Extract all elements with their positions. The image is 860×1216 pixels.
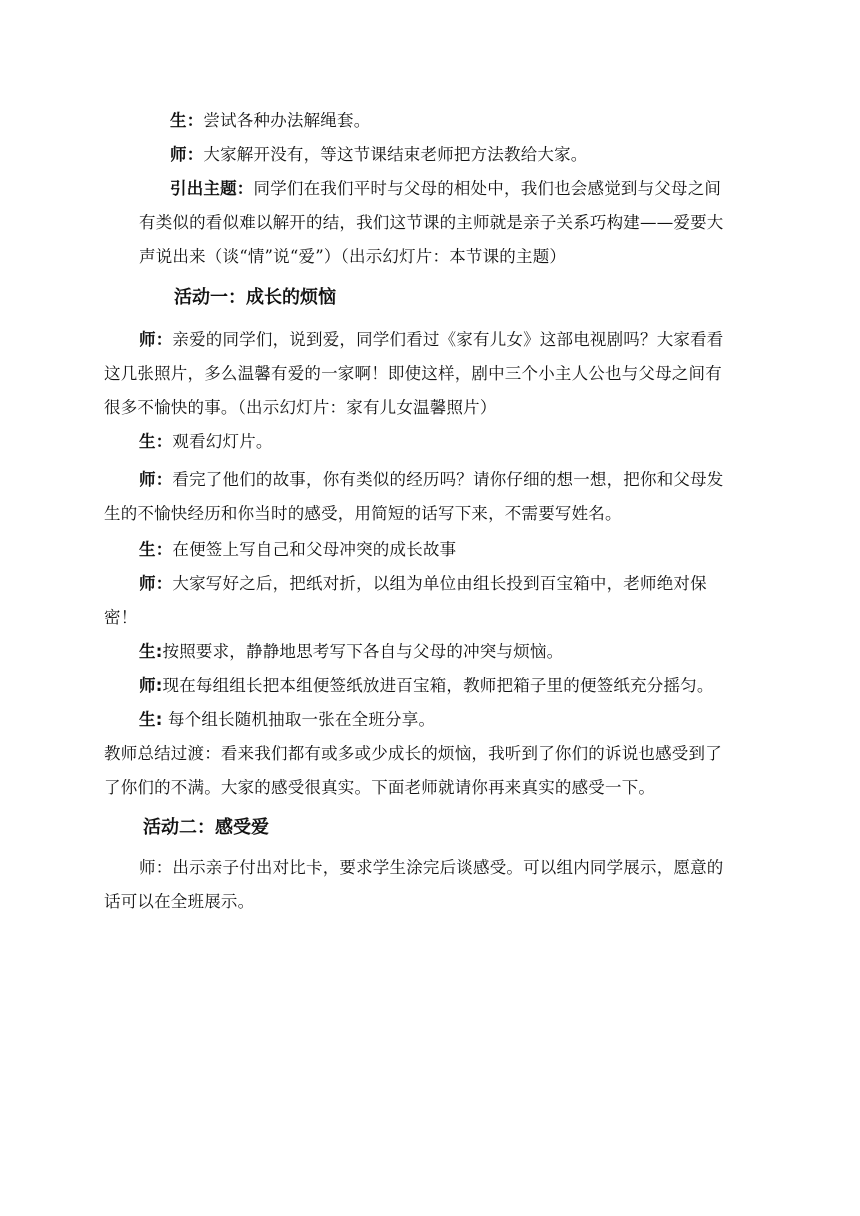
line-text: 了你们的不满。大家的感受很真实。下面老师就请你再来真实的感受一下。 — [104, 778, 656, 797]
speaker-label: 生： — [170, 111, 204, 130]
line-text: 生的不愉快经历和你当时的感受，用简短的话写下来，不需要写姓名。 — [104, 504, 622, 523]
dialogue-line-teacher-2-cont-2 — [104, 394, 497, 421]
speaker-label: 师： — [139, 574, 173, 593]
speaker-label: 生: — [139, 642, 163, 661]
line-text: 同学们在我们平时与父母的相处中，我们也会感觉到与父母之间 — [253, 179, 722, 198]
teacher-summary-line-2 — [104, 774, 655, 801]
dialogue-line-student-3 — [139, 536, 456, 563]
line-text: 看完了他们的故事，你有类似的经历吗？请你仔细的想一想，把你和父母发 — [172, 470, 724, 489]
line-text: 这几张照片，多么温馨有爱的一家啊！即使这样，剧中三个小主人公也与父母之间有 — [104, 364, 722, 383]
line-text: 师：出示亲子付出对比卡，要求学生涂完后谈感受。可以组内同学展示，愿意的 — [139, 858, 724, 877]
dialogue-line-teacher-4 — [139, 570, 707, 597]
dialogue-line-student-4 — [139, 638, 563, 665]
line-text: 每个组长随机抽取一张在全班分享。 — [162, 710, 436, 729]
line-text: 在便签上写自己和父母冲突的成长故事 — [172, 540, 457, 559]
speaker-label: 师： — [170, 145, 204, 164]
dialogue-line-teacher-3 — [139, 466, 724, 493]
dialogue-line-teacher-2-cont-1 — [104, 360, 722, 387]
section-heading-activity-2: 活动二：感受爱 — [143, 817, 269, 838]
dialogue-line-teacher-5 — [139, 672, 714, 699]
speaker-label: 生： — [139, 540, 173, 559]
speaker-label: 引出主题： — [170, 179, 254, 198]
speaker-label: 师： — [139, 470, 173, 489]
section-heading-activity-1: 活动一：成长的烦恼 — [174, 287, 336, 308]
speaker-label: 师: — [139, 676, 163, 695]
dialogue-line-teacher-4-cont — [104, 604, 137, 631]
dialogue-line-student-5 — [139, 706, 435, 733]
line-text: 很多不愉快的事。（出示幻灯片：家有儿女温馨照片） — [104, 398, 497, 417]
line-text: 观看幻灯片。 — [172, 432, 273, 451]
intro-topic-line-3 — [139, 243, 566, 270]
line-text: 亲爱的同学们，说到爱，同学们看过《家有儿女》这部电视剧吗？大家看看 — [172, 330, 724, 349]
intro-topic-line-1 — [170, 175, 721, 202]
line-text: 尝试各种办法解绳套。 — [203, 111, 371, 130]
speaker-label: 师： — [139, 330, 173, 349]
line-text: 有类似的看似难以解开的结，我们这节课的主师就是亲子关系巧构建——爱要大 — [139, 213, 724, 232]
dialogue-line-student-1 — [170, 107, 370, 134]
line-text: 按照要求，静静地思考写下各自与父母的冲突与烦恼。 — [162, 642, 564, 661]
line-text: 大家写好之后，把纸对折，以组为单位由组长投到百宝箱中，老师绝对保 — [172, 574, 707, 593]
line-text: 声说出来（谈“情”说“爱”）（出示幻灯片：本节课的主题） — [139, 247, 567, 266]
line-text: 现在每组组长把本组便签纸放进百宝箱，教师把箱子里的便签纸充分摇匀。 — [162, 676, 714, 695]
line-text: 话可以在全班展示。 — [104, 892, 255, 911]
intro-topic-line-2 — [139, 209, 724, 236]
dialogue-line-student-2 — [139, 428, 273, 455]
activity-2-instruction-line-2 — [104, 888, 254, 915]
line-text: 大家解开没有，等这节课结束老师把方法教给大家。 — [203, 145, 588, 164]
line-text: 教师总结过渡：看来我们都有或多或少成长的烦恼，我听到了你们的诉说也感受到了 — [104, 744, 722, 763]
speaker-label: 生： — [139, 432, 173, 451]
activity-2-instruction-line-1 — [139, 854, 724, 881]
teacher-summary-line-1 — [104, 740, 722, 767]
dialogue-line-teacher-1 — [170, 141, 588, 168]
dialogue-line-teacher-3-cont — [104, 500, 622, 527]
line-text: 密！ — [104, 608, 138, 627]
dialogue-line-teacher-2 — [139, 326, 724, 353]
speaker-label: 生: — [139, 710, 163, 729]
